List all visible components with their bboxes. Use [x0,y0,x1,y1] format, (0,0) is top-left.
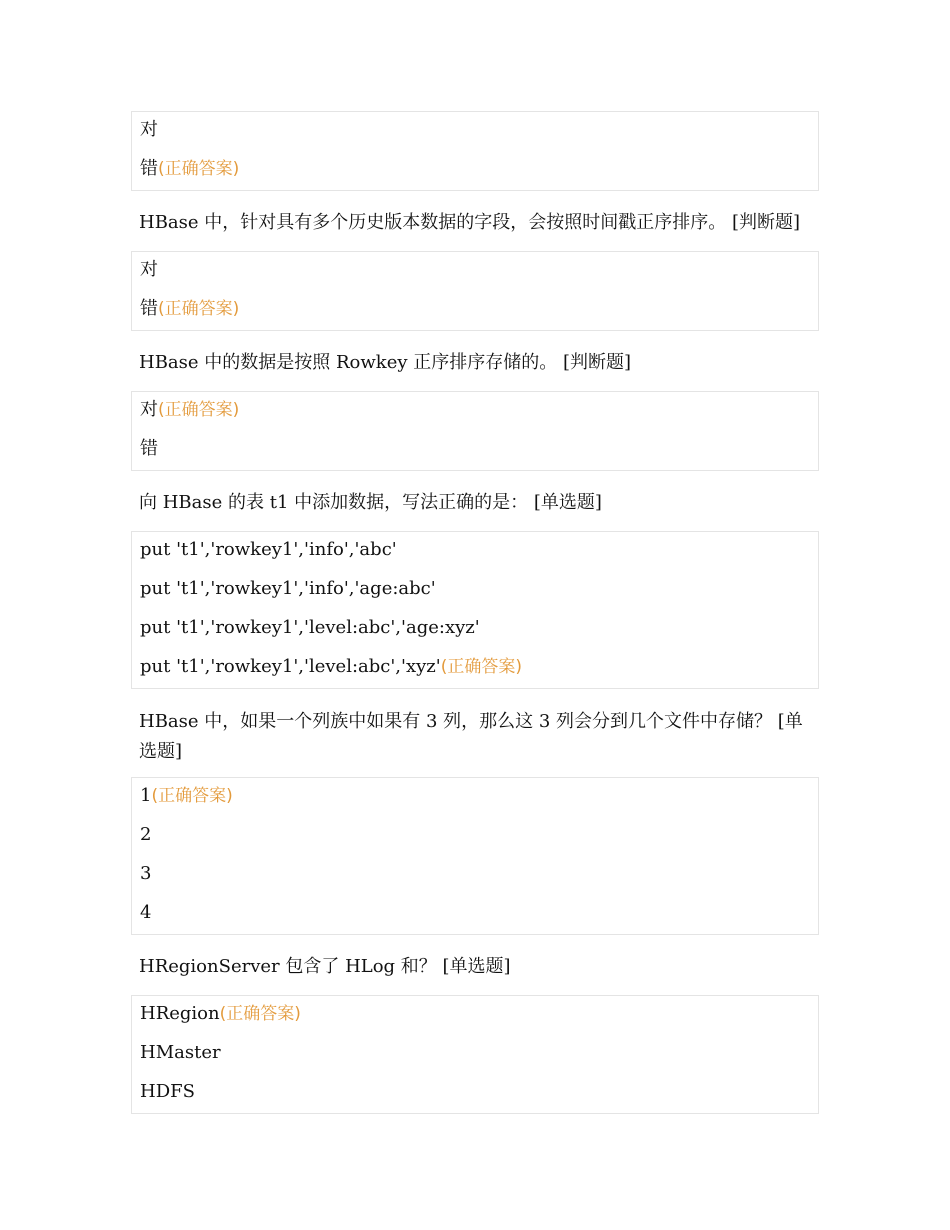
option-text: put 't1','rowkey1','info','abc' [140,539,397,560]
option-item [140,431,810,470]
question-text [131,488,819,518]
option-item [140,392,810,431]
option-text: HMaster [140,1042,221,1063]
question-line: HBase 中的数据是按照 Rowkey 正序排序存储的。 [判断题] [139,352,632,373]
option-text: 4 [140,902,152,923]
option-text: HRegion [140,1003,220,1024]
question-text [131,208,819,238]
option-item [140,649,810,688]
quiz-page [131,111,819,1114]
question-text [131,348,819,378]
option-list [131,251,819,331]
option-list [131,995,819,1114]
question-line: HBase 中，如果一个列族中如果有 3 列，那么这 3 列会分到几个文件中存储？ [单 [139,711,803,732]
option-item [140,151,810,190]
option-item [140,532,810,571]
option-text: 错 [140,438,158,459]
option-item [140,895,810,934]
correct-answer-label: (正确答案) [219,1004,301,1024]
question-line: 选题] [139,741,183,762]
correct-answer-label: (正确答案) [158,159,240,179]
correct-answer-label: (正确答案) [440,657,522,677]
option-text: put 't1','rowkey1','level:abc','age:xyz' [140,617,480,638]
option-text: 1 [140,785,152,806]
option-item [140,996,810,1035]
option-text: 对 [140,259,158,280]
correct-answer-label: (正确答案) [158,400,240,420]
option-text: 错 [140,158,158,179]
question-line: HBase 中，针对具有多个历史版本数据的字段，会按照时间戳正序排序。 [判断题] [139,212,801,233]
option-item [140,817,810,856]
option-item [140,291,810,330]
question-line: HRegionServer 包含了 HLog 和？ [单选题] [139,956,511,977]
option-item [140,610,810,649]
option-item [140,571,810,610]
option-text: 错 [140,298,158,319]
question-line: 向 HBase 的表 t1 中添加数据，写法正确的是： [单选题] [139,492,602,513]
correct-answer-label: (正确答案) [158,299,240,319]
option-list [131,391,819,471]
option-text: 对 [140,399,158,420]
question-text [131,707,819,767]
option-text: 3 [140,863,152,884]
option-item [140,856,810,895]
option-text: 2 [140,824,152,845]
question-text [131,952,819,982]
option-list [131,777,819,935]
option-text: 对 [140,119,158,140]
option-item [140,1074,810,1113]
option-text: HDFS [140,1081,195,1102]
correct-answer-label: (正确答案) [151,786,233,806]
option-text: put 't1','rowkey1','level:abc','xyz' [140,656,441,677]
option-text: put 't1','rowkey1','info','age:abc' [140,578,436,599]
option-item [140,112,810,151]
option-item [140,252,810,291]
option-list [131,111,819,191]
option-item [140,1035,810,1074]
option-item [140,778,810,817]
option-list [131,531,819,689]
